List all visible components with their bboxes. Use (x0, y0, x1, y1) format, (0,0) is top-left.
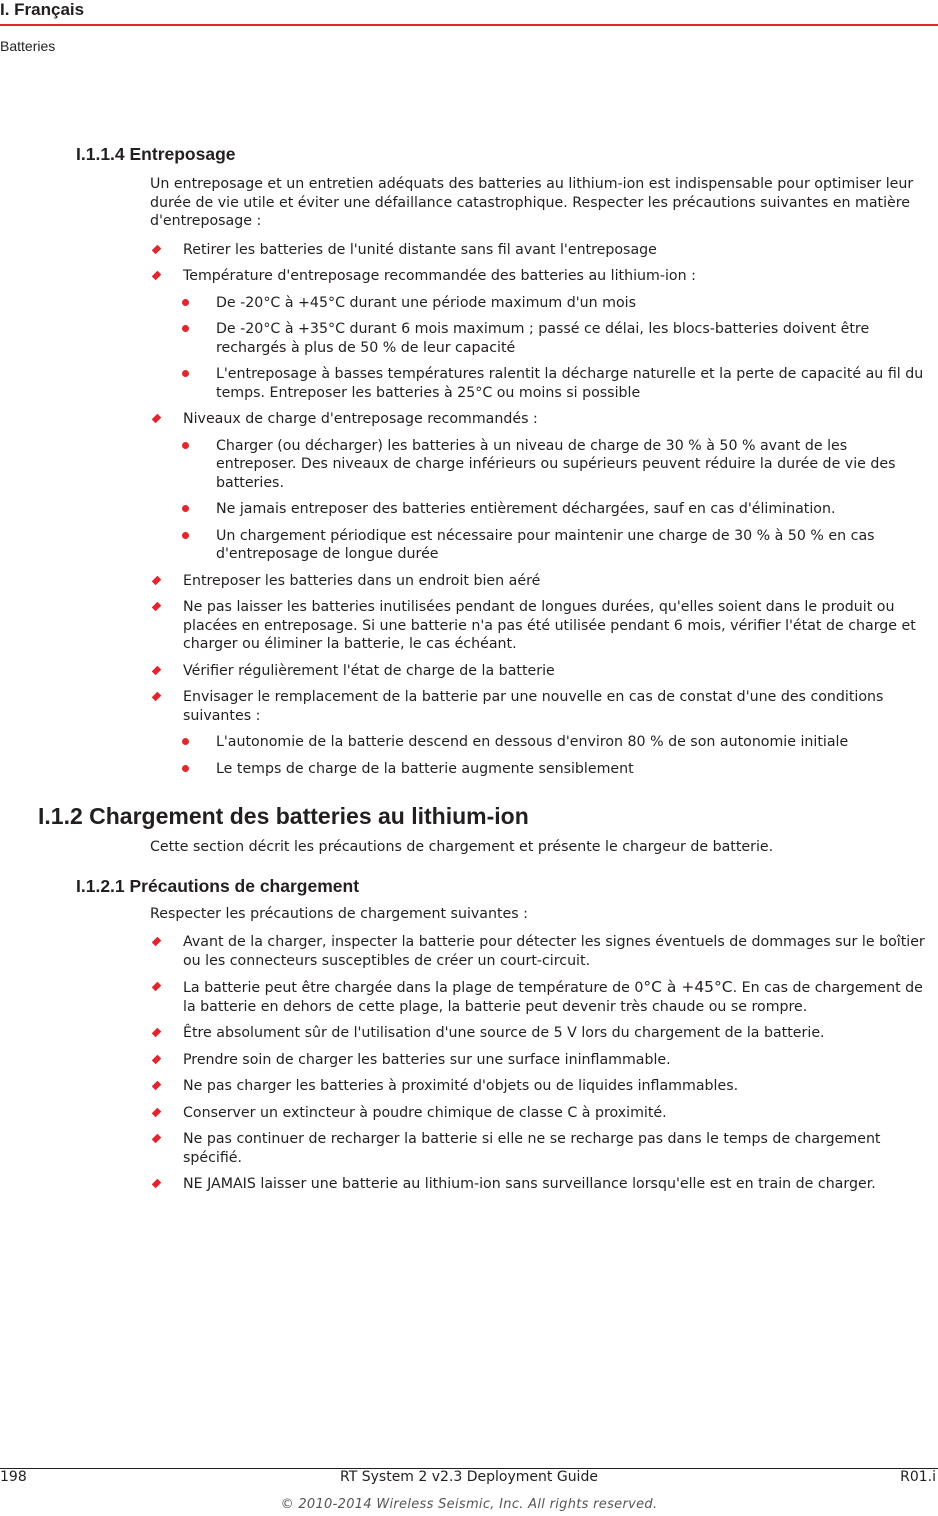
precautions-list (0, 933, 938, 1194)
diamond-bullet-icon (152, 1107, 162, 1117)
list-item: Conserver un extincteur à poudre chimique de classe C à proximité. (0, 1104, 938, 1123)
list-item: Ne pas continuer de recharger la batterie si elle ne se recharge pas dans le temps de chargement spécifié. (0, 1130, 938, 1167)
sub-list-item: L'autonomie de la batterie descend en dessous d'environ 80 % de son autonomie initiale (0, 733, 938, 752)
diamond-bullet-icon (152, 575, 162, 585)
list-item: Avant de la charger, inspecter la batterie pour détecter les signes éventuels de dommages sur le boîtier ou les connecteurs susceptibles de créer un court-circuit. (0, 933, 938, 970)
dot-bullet-icon (182, 442, 189, 449)
section-header: Batteries (0, 38, 56, 54)
chapter-header: I. Français (0, 0, 85, 19)
list-item: Être absolument sûr de l'utilisation d'une source de 5 V lors du chargement de la batterie. (0, 1024, 938, 1043)
heading-charging: I.1.2 Chargement des batteries au lithium-ion (38, 803, 529, 829)
precautions-intro: Respecter les précautions de chargement suivantes : (150, 905, 528, 922)
sub-list-item: L'entreposage à basses températures ralentit la décharge naturelle et la perte de capacité au fil du temps. Entreposer les batteries à 25°C ou moins si possible (0, 365, 938, 402)
list-item: La batterie peut être chargée dans la plage de température de 0°C à +45°C. En cas de chargement de la batterie en dehors de cette plage, la batterie peut devenir très chaude ou se rompre. (0, 978, 938, 1016)
sub-list-item: De -20°C à +35°C durant 6 mois maximum ; passé ce délai, les blocs-batteries doivent être rechargés à plus de 50 % de leur capacité (0, 320, 938, 357)
diamond-bullet-icon (152, 1179, 162, 1189)
diamond-bullet-icon (152, 692, 162, 702)
storage-intro: Un entreposage et un entretien adéquats des batteries au lithium-ion est indispensable pour optimiser leur durée de vie utile et éviter une défaillance catastrophique. Respecter les précautions suivantes en matière d'entreposage : (150, 176, 914, 229)
header-rule (0, 24, 938, 26)
sub-list-item: De -20°C à +45°C durant une période maximum d'un mois (0, 294, 938, 313)
diamond-bullet-icon (152, 1081, 162, 1091)
sub-list-item: Charger (ou décharger) les batteries à un niveau de charge de 30 % à 50 % avant de les entreposer. Des niveaux de charge inférieurs ou supérieurs peuvent réduire la durée de vie des batteries. (0, 437, 938, 493)
sub-list-item: Ne jamais entreposer des batteries entièrement déchargées, sauf en cas d'élimination. (0, 500, 938, 519)
list-item: Prendre soin de charger les batteries sur une surface ininflammable. (0, 1051, 938, 1070)
diamond-bullet-icon (152, 1028, 162, 1038)
dot-bullet-icon (182, 505, 189, 512)
sub-list-item: Le temps de charge de la batterie augmente sensiblement (0, 760, 938, 779)
dot-bullet-icon (182, 765, 189, 772)
diamond-bullet-icon (152, 937, 162, 947)
storage-list (0, 241, 938, 779)
heading-storage: I.1.1.4 Entreposage (76, 144, 236, 164)
list-item: Entreposer les batteries dans un endroit bien aéré (0, 572, 938, 591)
diamond-bullet-icon (152, 271, 162, 281)
list-item: Vérifier régulièrement l'état de charge de la batterie (0, 662, 938, 681)
page-number: 198 (0, 1469, 27, 1485)
revision-label: R01.i (900, 1469, 936, 1485)
list-item: Ne pas laisser les batteries inutilisées pendant de longues durées, qu'elles soient dans le produit ou placées en entreposage. Si une batterie n'a pas été utilisée pendant 6 mois, vérifier l'état de charge et charger ou éliminer la batterie, le cas échéant. (0, 598, 938, 654)
dot-bullet-icon (182, 738, 189, 745)
list-item: Niveaux de charge d'entreposage recommandés : (0, 410, 938, 429)
diamond-bullet-icon (152, 982, 162, 992)
charging-intro: Cette section décrit les précautions de chargement et présente le chargeur de batterie. (150, 839, 774, 855)
diamond-bullet-icon (152, 602, 162, 612)
dot-bullet-icon (182, 370, 189, 377)
list-item: Température d'entreposage recommandée des batteries au lithium-ion : (0, 267, 938, 286)
list-item: Retirer les batteries de l'unité distante sans fil avant l'entreposage (0, 241, 938, 260)
copyright-notice: © 2010-2014 Wireless Seismic, Inc. All rights reserved. (280, 1497, 658, 1512)
diamond-bullet-icon (152, 1054, 162, 1064)
heading-precautions: I.1.2.1 Précautions de chargement (76, 875, 360, 896)
diamond-bullet-icon (152, 244, 162, 254)
list-item: Ne pas charger les batteries à proximité d'objets ou de liquides inflammables. (0, 1077, 938, 1096)
temperature-range: °C à +45°C (643, 978, 733, 996)
document-title: RT System 2 v2.3 Deployment Guide (340, 1469, 598, 1485)
diamond-bullet-icon (152, 1134, 162, 1144)
page-content (0, 143, 938, 1194)
list-item: NE JAMAIS laisser une batterie au lithium-ion sans surveillance lorsqu'elle est en train de charger. (0, 1175, 938, 1194)
dot-bullet-icon (182, 532, 189, 539)
list-item: Envisager le remplacement de la batterie par une nouvelle en cas de constat d'une des conditions suivantes : (0, 688, 938, 725)
diamond-bullet-icon (152, 414, 162, 424)
dot-bullet-icon (182, 299, 189, 306)
dot-bullet-icon (182, 325, 189, 332)
sub-list-item: Un chargement périodique est nécessaire pour maintenir une charge de 30 % à 50 % en cas d'entreposage de longue durée (0, 527, 938, 564)
diamond-bullet-icon (152, 665, 162, 675)
